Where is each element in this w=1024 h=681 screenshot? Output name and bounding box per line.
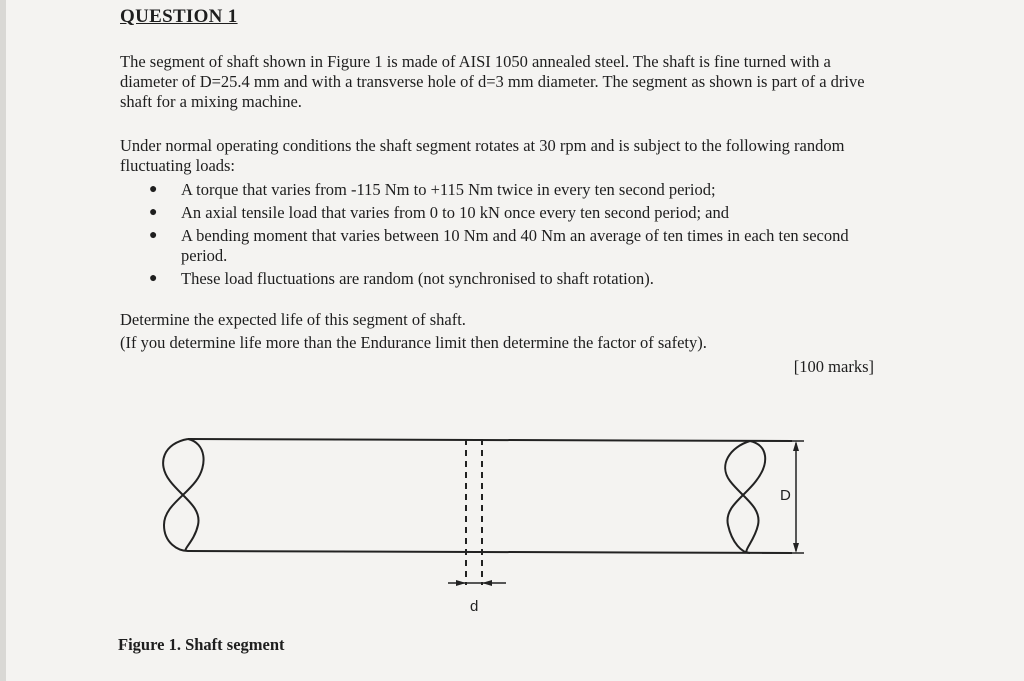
figure-caption: Figure 1. Shaft segment: [118, 635, 285, 654]
arrow-icon: [793, 543, 799, 553]
shaft-figure: [150, 425, 830, 625]
list-item: [120, 226, 890, 266]
bullet-text: A bending moment that varies between 10 Nm and 40 Nm an average of ten times in each ten second period.: [181, 226, 849, 265]
right-break-line: [725, 441, 765, 553]
list-item: [120, 180, 890, 200]
left-break-line: [163, 439, 203, 551]
question-heading: QUESTION 1: [120, 6, 238, 27]
bullet-icon: ●: [149, 205, 158, 220]
arrow-icon: [482, 580, 492, 586]
bullet-icon: ●: [149, 228, 158, 243]
conditions-paragraph: Under normal operating conditions the shaft segment rotates at 30 rpm and is subject to the following random fluctuating loads:: [120, 136, 845, 175]
diameter-label: D: [780, 487, 791, 504]
intro-paragraph: The segment of shaft shown in Figure 1 is made of AISI 1050 annealed steel. The shaft is fine turned with a diameter of D=25.4 mm and with a transverse hole of d=3 mm diameter. The segment as shown is part of a drive shaft for a mixing machine.: [120, 52, 865, 111]
note-paragraph: (If you determine life more than the Endurance limit then determine the factor of safety).: [120, 333, 707, 352]
bullet-icon: ●: [149, 271, 158, 286]
hole-diameter-label: d: [470, 598, 479, 615]
bullet-text: These load fluctuations are random (not synchronised to shaft rotation).: [181, 269, 654, 288]
arrow-icon: [456, 580, 466, 586]
list-item: [120, 269, 890, 289]
load-list: [120, 180, 890, 292]
arrow-icon: [793, 441, 799, 451]
marks-label: [100 marks]: [793, 357, 874, 376]
bullet-icon: ●: [149, 182, 158, 197]
shaft-bottom-edge: [188, 551, 792, 553]
list-item: [120, 203, 890, 223]
task-paragraph: Determine the expected life of this segment of shaft.: [120, 310, 466, 329]
bullet-text: A torque that varies from -115 Nm to +115 Nm twice in every ten second period;: [181, 180, 716, 199]
bullet-text: An axial tensile load that varies from 0 to 10 kN once every ten second period; and: [181, 203, 729, 222]
shaft-top-edge: [188, 439, 792, 441]
scan-edge: [0, 0, 6, 681]
